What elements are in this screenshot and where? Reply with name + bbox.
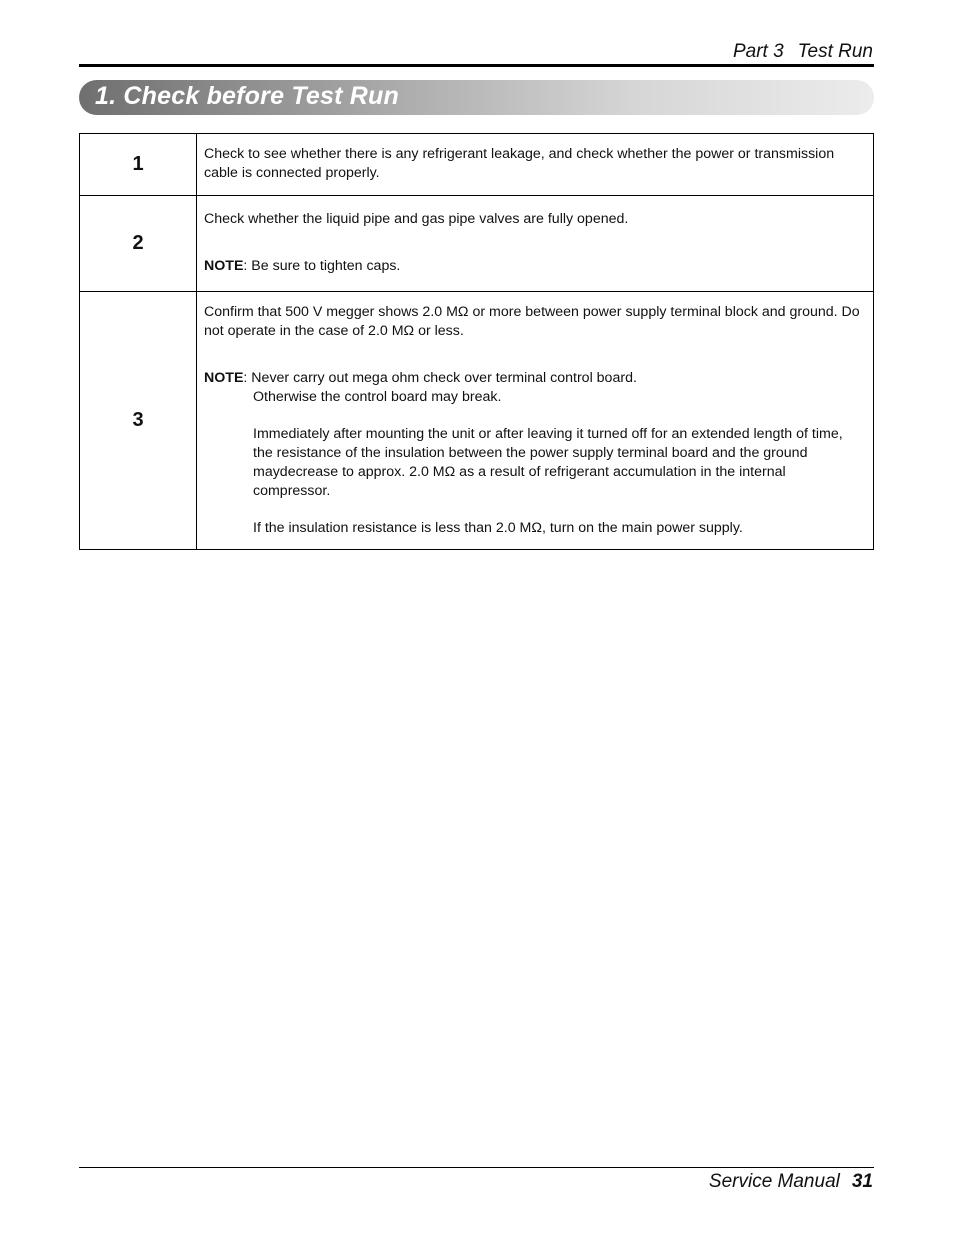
header-divider [79,64,874,67]
footer-label: Service Manual [708,1171,840,1192]
page-number: 31 [851,1171,873,1192]
header-section: Test Run [797,41,873,62]
note-text: : Never carry out mega ohm check over terminal control board. [243,370,637,386]
row-number: 1 [80,134,197,196]
note-paragraph: Immediately after mounting the unit or after leaving it turned off for an extended length of time, the resistance of the insulation between the power supply terminal board and the ground maydecrease to approx. 2.0 MΩ as a result of refrigerant accumulation in the internal compressor. [253,426,843,499]
row-content [197,134,874,196]
note [204,369,865,388]
header-section-label [733,41,873,63]
note-paragraph: If the insulation resistance is less than 2.0 MΩ, turn on the main power supply. [253,520,743,536]
table-row [80,196,874,292]
note-label: NOTE [204,370,244,386]
table-row [80,134,874,196]
footer [709,1171,873,1193]
row-content [197,196,874,292]
note [204,257,865,276]
row-number: 3 [80,292,197,550]
row-text: Check to see whether there is any refrigerant leakage, and check whether the power or transmission cable is connected properly. [204,146,835,181]
row-number: 2 [80,196,197,292]
checklist-table [79,133,874,550]
note-label: NOTE [204,258,244,274]
table-row [80,292,874,550]
page-title: 1. Check before Test Run [95,82,399,110]
row-text: Confirm that 500 V megger shows 2.0 MΩ or more between power supply terminal block and ground. Do not operate in the case of 2.0 MΩ or less. [204,304,860,339]
row-content [197,292,874,550]
note-line-2: Otherwise the control board may break. [253,389,502,405]
footer-divider [79,1167,874,1168]
note-text: : Be sure to tighten caps. [243,258,401,274]
header-part: Part 3 [732,41,784,62]
title-banner [79,80,874,115]
row-text: Check whether the liquid pipe and gas pipe valves are fully opened. [204,211,629,227]
